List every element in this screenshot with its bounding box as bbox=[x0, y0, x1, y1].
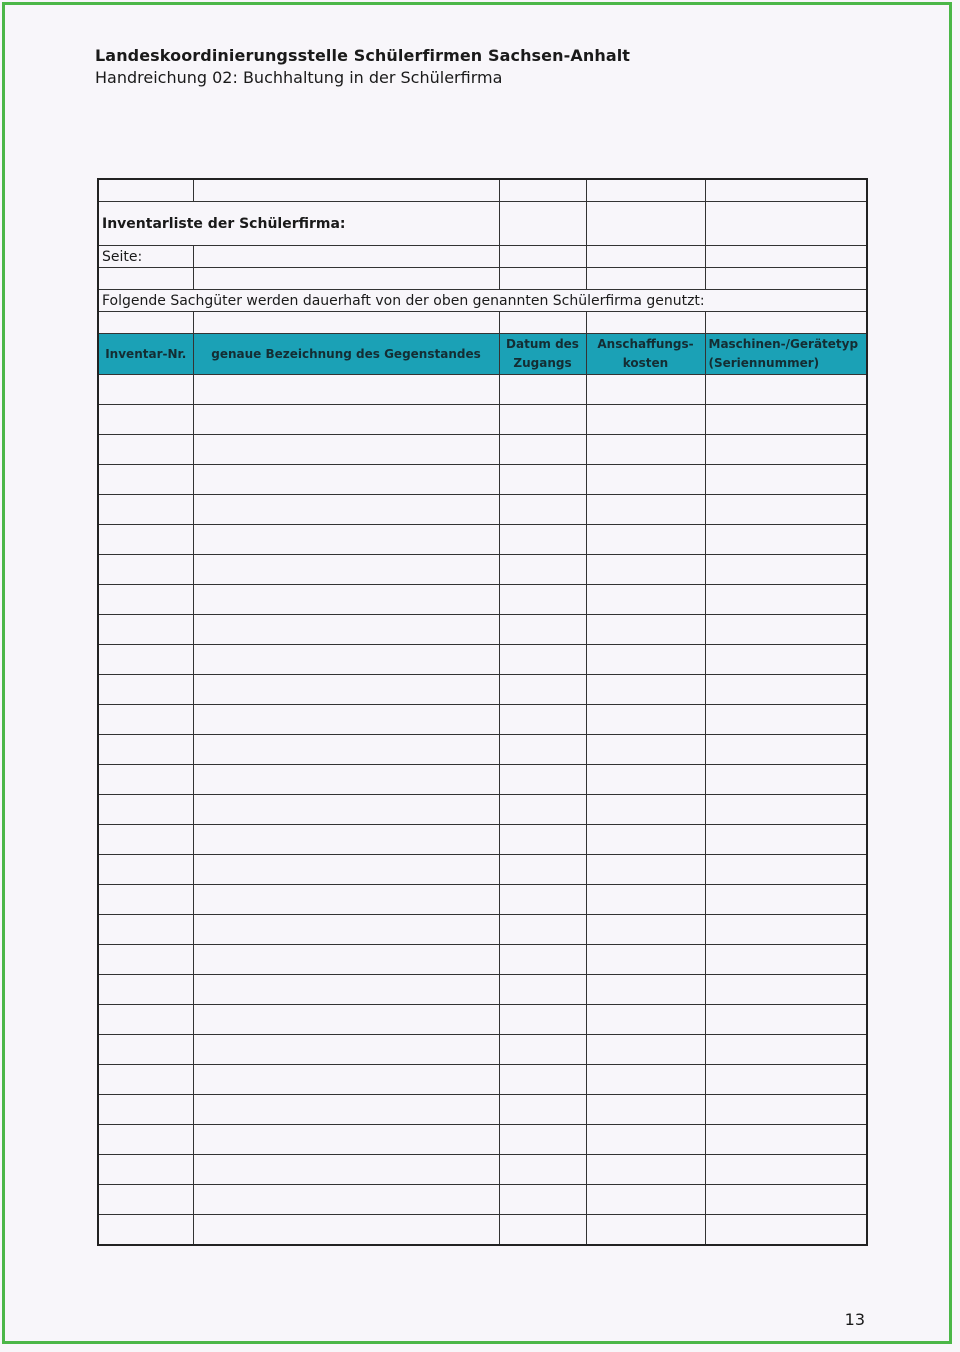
header-datum-line2: Zugangs bbox=[513, 356, 572, 370]
table-cell[interactable] bbox=[193, 765, 499, 795]
table-cell[interactable] bbox=[499, 1065, 586, 1095]
table-row bbox=[98, 885, 867, 915]
table-cell[interactable] bbox=[193, 465, 499, 495]
intro-row bbox=[98, 290, 867, 312]
table-row bbox=[98, 765, 867, 795]
table-cell[interactable] bbox=[499, 915, 586, 945]
table-cell[interactable] bbox=[499, 1125, 586, 1155]
table-cell[interactable] bbox=[98, 555, 193, 585]
table-cell[interactable] bbox=[586, 645, 705, 675]
table-cell[interactable] bbox=[193, 615, 499, 645]
table-cell[interactable] bbox=[705, 765, 867, 795]
table-cell[interactable] bbox=[499, 268, 586, 290]
table-cell[interactable] bbox=[705, 975, 867, 1005]
table-cell[interactable] bbox=[586, 465, 705, 495]
table-cell[interactable] bbox=[586, 525, 705, 555]
table-cell[interactable] bbox=[499, 885, 586, 915]
table-cell[interactable] bbox=[586, 915, 705, 945]
table-cell[interactable] bbox=[98, 312, 193, 334]
table-cell[interactable] bbox=[98, 375, 193, 405]
table-cell[interactable] bbox=[705, 312, 867, 334]
table-row bbox=[98, 855, 867, 885]
table-cell[interactable] bbox=[193, 975, 499, 1005]
table-cell[interactable] bbox=[499, 525, 586, 555]
table-cell[interactable] bbox=[98, 735, 193, 765]
table-cell[interactable] bbox=[193, 1185, 499, 1215]
table-cell[interactable] bbox=[705, 885, 867, 915]
table-cell[interactable] bbox=[586, 246, 705, 268]
table-row bbox=[98, 975, 867, 1005]
organization-title: Landeskoordinierungsstelle Schülerfirmen Sachsen-Anhalt bbox=[95, 46, 631, 65]
table-cell[interactable] bbox=[705, 1095, 867, 1125]
table-cell[interactable] bbox=[98, 1125, 193, 1155]
table-cell[interactable] bbox=[499, 735, 586, 765]
table-cell[interactable] bbox=[705, 435, 867, 465]
table-cell[interactable] bbox=[98, 525, 193, 555]
table-cell[interactable] bbox=[193, 1125, 499, 1155]
table-row bbox=[98, 1035, 867, 1065]
table-cell[interactable] bbox=[499, 1155, 586, 1185]
table-cell[interactable] bbox=[705, 795, 867, 825]
table-cell[interactable] bbox=[586, 945, 705, 975]
header-inventar-nr: Inventar-Nr. bbox=[98, 334, 193, 375]
table-cell[interactable] bbox=[586, 1035, 705, 1065]
table-cell[interactable] bbox=[586, 615, 705, 645]
table-cell[interactable] bbox=[98, 495, 193, 525]
table-cell[interactable] bbox=[705, 585, 867, 615]
table-cell[interactable] bbox=[705, 555, 867, 585]
header-geraetetyp-line2: (Seriennummer) bbox=[708, 356, 820, 370]
document-header bbox=[95, 46, 630, 88]
table-cell[interactable] bbox=[705, 202, 867, 246]
table-cell[interactable] bbox=[499, 246, 586, 268]
table-cell[interactable] bbox=[193, 645, 499, 675]
table-cell[interactable] bbox=[193, 675, 499, 705]
table-cell[interactable] bbox=[193, 1035, 499, 1065]
table-cell[interactable] bbox=[586, 1185, 705, 1215]
page-number: 13 bbox=[844, 1310, 865, 1329]
table-row bbox=[98, 945, 867, 975]
seite-row bbox=[98, 246, 867, 268]
table-cell[interactable] bbox=[586, 585, 705, 615]
table-cell[interactable] bbox=[499, 465, 586, 495]
document-subtitle: Handreichung 02: Buchhaltung in der Schülerfirma bbox=[95, 68, 503, 87]
table-cell[interactable] bbox=[705, 268, 867, 290]
table-row bbox=[98, 1125, 867, 1155]
table-row bbox=[98, 615, 867, 645]
table-cell[interactable] bbox=[193, 705, 499, 735]
table-row bbox=[98, 465, 867, 495]
table-cell[interactable] bbox=[499, 615, 586, 645]
table-cell[interactable] bbox=[705, 945, 867, 975]
table-cell[interactable] bbox=[586, 705, 705, 735]
table-cell[interactable] bbox=[586, 202, 705, 246]
table-row bbox=[98, 1065, 867, 1095]
table-cell[interactable] bbox=[586, 735, 705, 765]
table-cell[interactable] bbox=[705, 1125, 867, 1155]
table-cell[interactable] bbox=[499, 495, 586, 525]
table-cell[interactable] bbox=[499, 435, 586, 465]
table-cell[interactable] bbox=[193, 1215, 499, 1246]
inventory-title-row bbox=[98, 202, 867, 246]
header-kosten-line1: Anschaffungs- bbox=[597, 337, 694, 351]
table-cell[interactable] bbox=[499, 405, 586, 435]
table-cell[interactable] bbox=[499, 312, 586, 334]
table-cell[interactable] bbox=[98, 1065, 193, 1095]
table-cell[interactable] bbox=[193, 495, 499, 525]
table-cell[interactable] bbox=[193, 795, 499, 825]
table-cell[interactable] bbox=[98, 1215, 193, 1246]
table-cell[interactable] bbox=[193, 855, 499, 885]
table-cell[interactable] bbox=[98, 585, 193, 615]
table-cell[interactable] bbox=[586, 1215, 705, 1246]
table-cell[interactable] bbox=[98, 945, 193, 975]
header-geraetetyp-line1: Maschinen-/Gerätetyp bbox=[708, 337, 859, 351]
table-cell[interactable] bbox=[193, 375, 499, 405]
table-cell[interactable] bbox=[98, 915, 193, 945]
table-cell[interactable] bbox=[193, 312, 499, 334]
seite-label: Seite: bbox=[98, 246, 193, 268]
table-cell[interactable] bbox=[499, 705, 586, 735]
header-datum bbox=[499, 334, 586, 375]
table-cell[interactable] bbox=[499, 1095, 586, 1125]
table-cell[interactable] bbox=[705, 1065, 867, 1095]
table-cell[interactable] bbox=[586, 268, 705, 290]
table-cell[interactable] bbox=[499, 975, 586, 1005]
table-cell[interactable] bbox=[98, 705, 193, 735]
table-cell[interactable] bbox=[499, 202, 586, 246]
table-cell[interactable] bbox=[705, 405, 867, 435]
header-datum-line1: Datum des bbox=[506, 337, 579, 351]
table-cell[interactable] bbox=[499, 375, 586, 405]
table-cell[interactable] bbox=[193, 1005, 499, 1035]
header-kosten-line2: kosten bbox=[622, 356, 669, 370]
table-cell[interactable] bbox=[193, 435, 499, 465]
column-header-row bbox=[98, 334, 867, 375]
intro-text: Folgende Sachgüter werden dauerhaft von der oben genannten Schülerfirma genutzt: bbox=[98, 290, 867, 312]
inventory-title-label: Inventarliste der Schülerfirma: bbox=[98, 202, 499, 246]
table-cell[interactable] bbox=[586, 555, 705, 585]
table-row bbox=[98, 795, 867, 825]
table-cell[interactable] bbox=[705, 855, 867, 885]
table-cell[interactable] bbox=[193, 1155, 499, 1185]
table-cell[interactable] bbox=[705, 1215, 867, 1246]
table-row bbox=[98, 675, 867, 705]
table-cell[interactable] bbox=[98, 1095, 193, 1125]
table-cell[interactable] bbox=[705, 1005, 867, 1035]
table-cell[interactable] bbox=[705, 375, 867, 405]
table-row bbox=[98, 915, 867, 945]
table-cell[interactable] bbox=[499, 1185, 586, 1215]
table-cell[interactable] bbox=[586, 405, 705, 435]
table-cell[interactable] bbox=[193, 268, 499, 290]
table-cell[interactable] bbox=[98, 855, 193, 885]
table-cell[interactable] bbox=[705, 675, 867, 705]
table-row-blank bbox=[98, 268, 867, 290]
table-cell[interactable] bbox=[586, 975, 705, 1005]
table-cell[interactable] bbox=[499, 645, 586, 675]
table-cell[interactable] bbox=[499, 855, 586, 885]
header-bezeichnung: genaue Bezeichnung des Gegenstandes bbox=[193, 334, 499, 375]
table-cell[interactable] bbox=[98, 268, 193, 290]
table-cell[interactable] bbox=[98, 435, 193, 465]
table-cell[interactable] bbox=[705, 465, 867, 495]
table-cell[interactable] bbox=[499, 179, 586, 202]
table-cell[interactable] bbox=[499, 765, 586, 795]
table-row bbox=[98, 705, 867, 735]
table-cell[interactable] bbox=[98, 885, 193, 915]
table-cell[interactable] bbox=[98, 765, 193, 795]
table-cell[interactable] bbox=[705, 179, 867, 202]
table-cell[interactable] bbox=[705, 1185, 867, 1215]
table-row bbox=[98, 735, 867, 765]
table-cell[interactable] bbox=[98, 795, 193, 825]
table-cell[interactable] bbox=[586, 375, 705, 405]
table-row bbox=[98, 405, 867, 435]
seite-field[interactable] bbox=[193, 246, 499, 268]
table-cell[interactable] bbox=[98, 1035, 193, 1065]
table-cell[interactable] bbox=[193, 825, 499, 855]
table-row bbox=[98, 1095, 867, 1125]
table-row bbox=[98, 435, 867, 465]
table-cell[interactable] bbox=[499, 585, 586, 615]
header-anschaffungskosten bbox=[586, 334, 705, 375]
table-cell[interactable] bbox=[586, 1065, 705, 1095]
table-row bbox=[98, 525, 867, 555]
table-cell[interactable] bbox=[586, 675, 705, 705]
table-row bbox=[98, 1215, 867, 1246]
table-cell[interactable] bbox=[586, 312, 705, 334]
table-cell[interactable] bbox=[193, 405, 499, 435]
table-cell[interactable] bbox=[193, 585, 499, 615]
table-cell[interactable] bbox=[98, 1005, 193, 1035]
table-cell[interactable] bbox=[499, 825, 586, 855]
table-row bbox=[98, 1005, 867, 1035]
inventory-table bbox=[97, 178, 868, 1246]
table-cell[interactable] bbox=[586, 885, 705, 915]
table-cell[interactable] bbox=[586, 1095, 705, 1125]
table-cell[interactable] bbox=[705, 246, 867, 268]
table-row bbox=[98, 555, 867, 585]
table-cell[interactable] bbox=[98, 405, 193, 435]
table-cell[interactable] bbox=[193, 915, 499, 945]
table-cell[interactable] bbox=[705, 1035, 867, 1065]
table-cell[interactable] bbox=[193, 1065, 499, 1095]
table-cell[interactable] bbox=[98, 1155, 193, 1185]
table-cell[interactable] bbox=[98, 975, 193, 1005]
table-cell[interactable] bbox=[586, 179, 705, 202]
table-cell[interactable] bbox=[193, 1095, 499, 1125]
table-cell[interactable] bbox=[586, 1005, 705, 1035]
table-cell[interactable] bbox=[586, 855, 705, 885]
table-cell[interactable] bbox=[193, 179, 499, 202]
table-cell[interactable] bbox=[705, 645, 867, 675]
table-cell[interactable] bbox=[98, 675, 193, 705]
table-cell[interactable] bbox=[705, 1155, 867, 1185]
table-cell[interactable] bbox=[499, 945, 586, 975]
table-row bbox=[98, 495, 867, 525]
table-cell[interactable] bbox=[705, 495, 867, 525]
table-cell[interactable] bbox=[586, 1125, 705, 1155]
table-cell[interactable] bbox=[705, 615, 867, 645]
table-cell[interactable] bbox=[705, 705, 867, 735]
table-cell[interactable] bbox=[499, 1005, 586, 1035]
table-row bbox=[98, 585, 867, 615]
table-cell[interactable] bbox=[98, 1185, 193, 1215]
table-row bbox=[98, 645, 867, 675]
table-cell[interactable] bbox=[705, 825, 867, 855]
table-cell[interactable] bbox=[193, 735, 499, 765]
table-row bbox=[98, 1185, 867, 1215]
table-cell[interactable] bbox=[193, 945, 499, 975]
table-cell[interactable] bbox=[499, 795, 586, 825]
table-cell[interactable] bbox=[499, 675, 586, 705]
table-cell[interactable] bbox=[98, 645, 193, 675]
table-cell[interactable] bbox=[586, 765, 705, 795]
table-row-blank bbox=[98, 312, 867, 334]
table-cell[interactable] bbox=[98, 179, 193, 202]
table-cell[interactable] bbox=[98, 615, 193, 645]
table-cell[interactable] bbox=[586, 795, 705, 825]
table-cell[interactable] bbox=[705, 735, 867, 765]
table-cell[interactable] bbox=[705, 525, 867, 555]
table-cell[interactable] bbox=[586, 435, 705, 465]
table-cell[interactable] bbox=[499, 555, 586, 585]
table-row bbox=[98, 1155, 867, 1185]
table-cell[interactable] bbox=[586, 495, 705, 525]
table-row-blank bbox=[98, 179, 867, 202]
table-cell[interactable] bbox=[193, 525, 499, 555]
table-cell[interactable] bbox=[98, 465, 193, 495]
table-cell[interactable] bbox=[98, 825, 193, 855]
table-cell[interactable] bbox=[705, 915, 867, 945]
table-row bbox=[98, 825, 867, 855]
table-cell[interactable] bbox=[193, 885, 499, 915]
header-geraetetyp bbox=[705, 334, 867, 375]
table-cell[interactable] bbox=[586, 1155, 705, 1185]
table-cell[interactable] bbox=[499, 1035, 586, 1065]
table-cell[interactable] bbox=[586, 825, 705, 855]
table-row bbox=[98, 375, 867, 405]
table-cell[interactable] bbox=[499, 1215, 586, 1246]
table-cell[interactable] bbox=[193, 555, 499, 585]
